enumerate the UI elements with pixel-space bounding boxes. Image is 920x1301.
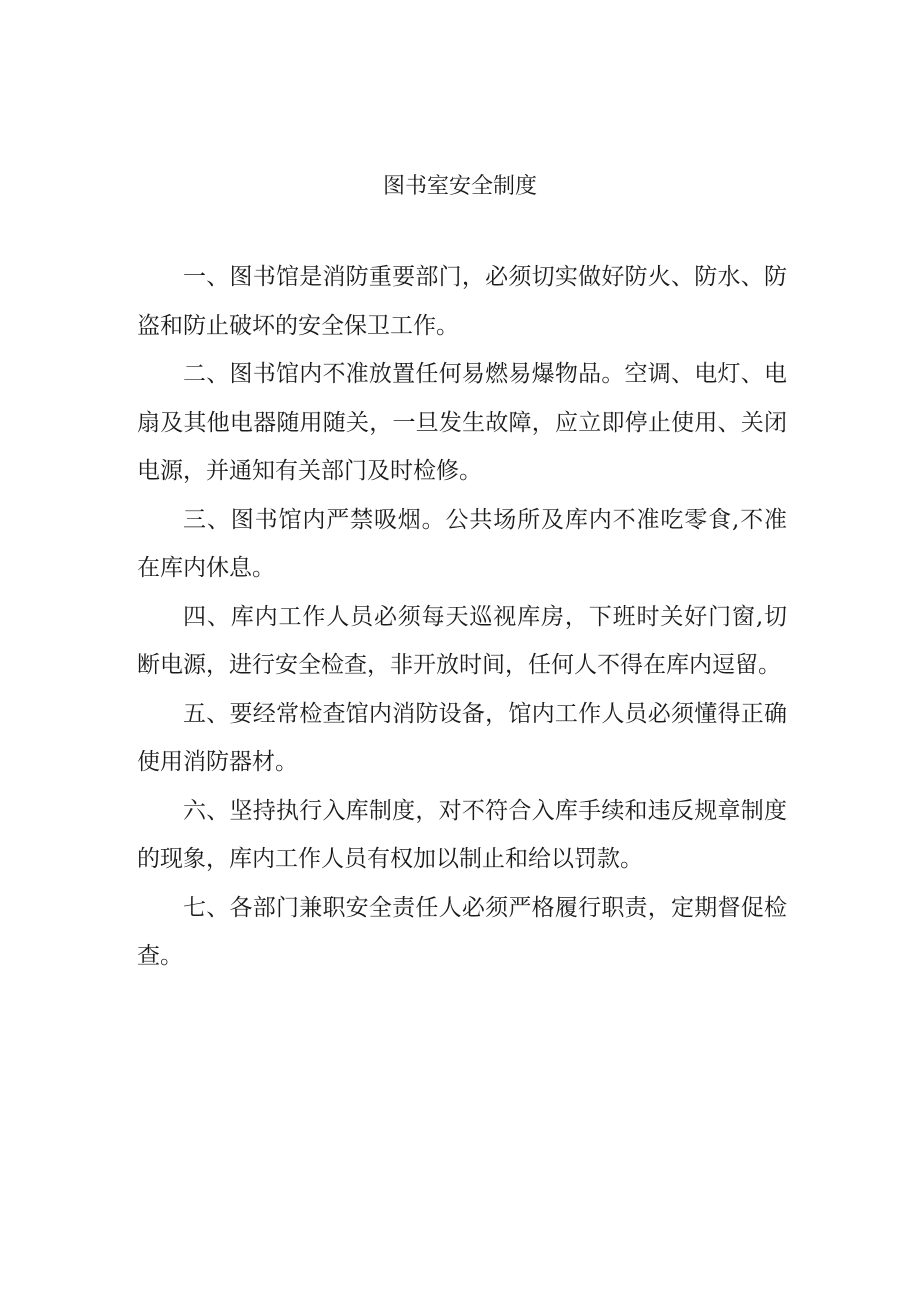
paragraph-6: 六、坚持执行入库制度，对不符合入库手续和违反规章制度的现象，库内工作人员有权加以制止和给以罚款。	[137, 797, 787, 872]
paragraph-5: 五、要经常检查馆内消防设备，馆内工作人员必须懂得正确使用消防器材。	[137, 700, 787, 775]
paragraph-4: 四、库内工作人员必须每天巡视库房，下班时关好门窗,切断电源，进行安全检查，非开放时间，任何人不得在库内逗留。	[137, 603, 787, 678]
paragraph-2: 二、图书馆内不准放置任何易燃易爆物品。空调、电灯、电扇及其他电器随用随关，一旦发生故障，应立即停止使用、关闭电源，并通知有关部门及时检修。	[137, 361, 787, 484]
document-body	[137, 253, 787, 981]
paragraph-3: 三、图书馆内严禁吸烟。公共场所及库内不准吃零食,不准在库内休息。	[137, 506, 787, 581]
document-title: 图书室安全制度	[382, 174, 537, 199]
paragraph-7: 七、各部门兼职安全责任人必须严格履行职责，定期督促检查。	[137, 894, 787, 969]
paragraph-1: 一、图书馆是消防重要部门，必须切实做好防火、防水、防盗和防止破坏的安全保卫工作。	[137, 264, 787, 339]
